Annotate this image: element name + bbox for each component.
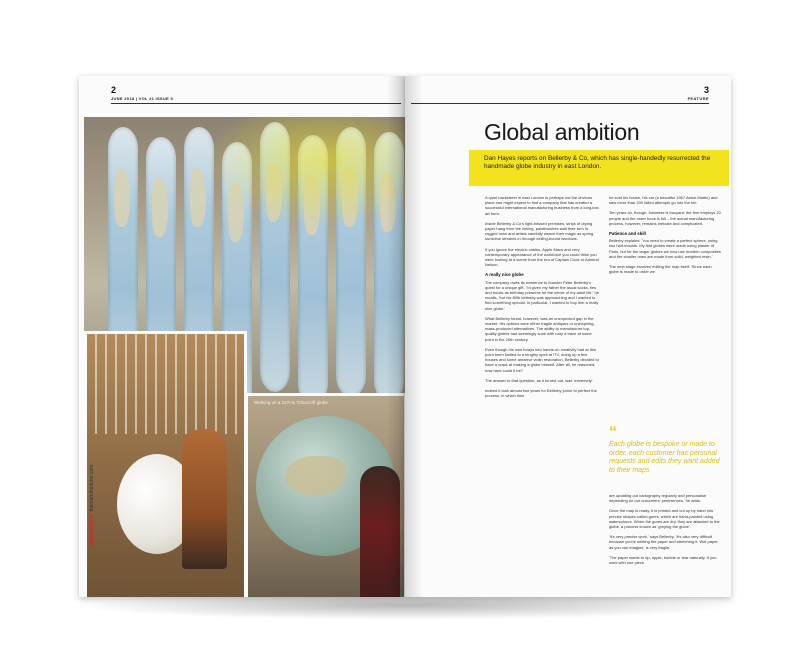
paragraph: If you ignore the electric cables, Apple Macs and very contemporary appearance of the workforce you could think you were looking at a scene from the era of Captain Cook or Admiral Nelson. xyxy=(485,246,599,268)
body-column-1 xyxy=(485,195,599,404)
left-page-number: 2 xyxy=(111,85,117,95)
hanging-paper-strips xyxy=(87,334,244,434)
paragraph: The answer to that question, as it turned out, was 'extremely'. xyxy=(485,377,594,383)
paragraph: Ten years on, though, business is buoyant; the firm employs 20 people and the order book is full – the actual manufacturing process, however, remains intricate and complicated. xyxy=(609,210,721,226)
right-page xyxy=(405,76,731,597)
paragraph: The company owes its existence to founder Peter Bellerby's quest for a unique gift. 'I'd given my father the usual socks, ties and books as birthday presents for the whole of my adult life,' he recalls, 'but his 80th birthday was approaching and I wanted to find something special. In particular, I wanted to buy him a really nice globe.' xyxy=(485,279,599,311)
right-page-number: 3 xyxy=(703,85,709,95)
paragraph: he sold his house, his car (a beautiful 1967 Aston Martin) and saw more than 200 failed attempts go into the bin. xyxy=(609,195,718,206)
paragraph: Bellerby explains: 'You need to create a perfect sphere, using two half-moulds. My first globes were made using plaster of Paris, but for the larger globes we now use modern composites and the smaller ones are made from solid, weighted resin.' xyxy=(609,238,721,259)
subheading: A really nice globe xyxy=(485,272,524,278)
body-column-2-lower xyxy=(609,493,721,570)
subheading: Patience and skill xyxy=(609,231,646,237)
header-rule xyxy=(411,103,709,104)
section-label: FEATURE xyxy=(687,96,709,101)
gutter-shadow-right xyxy=(405,76,423,597)
gutter-shadow-left xyxy=(387,76,405,597)
photo-churchill-globe xyxy=(245,393,405,597)
left-page xyxy=(79,76,405,597)
paragraph: Even though his own forays into hands-on creativity had at this point been limited to a lengthy spell at ITV, doing up a few houses and some amateur violin restoration, Bellerby decided to have a crack at making a globe himself. After all, he reasoned, how hard could it be? xyxy=(485,346,599,373)
quote-mark-icon: “ xyxy=(609,424,617,441)
pull-quote: Each globe is bespoke or made to order, each customer has personal requests and edits they want added to their maps xyxy=(609,441,720,474)
issue-line: JUNE 2018 | VOL 21 ISSUE 5 xyxy=(111,96,173,101)
body-column-2 xyxy=(609,195,721,279)
vertical-brand xyxy=(89,446,97,546)
yellow-highlight xyxy=(204,117,404,227)
brand-url: themanufacturer.com xyxy=(89,464,95,512)
paragraph: are updating our cartography regularly and personalise depending on our customers' preferences,' he adds. xyxy=(609,493,707,504)
header-rule xyxy=(111,103,401,104)
paragraph: 'The paper wants to rip, ripple, bubble or tear naturally. If you work with one piece xyxy=(609,554,717,566)
paragraph: Inside Bellerby & Co's light-infused premises, strips of drying paper hang from the ceiling, paintbrushes wait their turn in ragged rows and artists carefully weave their magic as spring sunshine streams in through ceiling-bound windows. xyxy=(485,220,594,242)
photo-artisan-egg xyxy=(84,331,247,597)
paragraph: Indeed it took almost two years for Bellerby junior to perfect the process, in which time xyxy=(485,388,597,399)
standfirst: Dan Hayes reports on Bellerby & Co, which has single-handedly resurrected the handmade globe industry in east London. xyxy=(484,155,711,171)
paragraph: Once the map is ready, it is printed and cut up by hand into precise shapes called gores, which are hand-painted using watercolours. When the gores are dry, they are attached to the globe, a process known as 'gorying the globe'. xyxy=(609,508,720,530)
paragraph: What Bellerby found, however, was an unexpected gap in the market. His options were either fragile antiques or uninspiring, mass-produced alternatives. The ability to manufacture top-quality globes had seemingly sunk with nary a trace at some point in the 20th century. xyxy=(485,315,595,342)
artisan-figure xyxy=(182,429,227,569)
headline: Global ambition xyxy=(484,119,640,145)
paragraph: A quiet backstreet in east London is perhaps not the obvious place one might expect to find a company that has created a successful international manufacturing business from a long-lost art form. xyxy=(485,195,599,216)
brand-name: Manufacturer xyxy=(89,514,95,546)
paragraph: 'It's very precise work,' says Bellerby. 'It's also very difficult because you're wetting the paper and stretching it. Wet paper, as you can imagine, is very fragile. xyxy=(609,534,719,550)
caption-bottom: Working on a 127cm 'Churchill' globe xyxy=(254,400,328,405)
paragraph: The next stage involves editing the map itself. 'Since each globe is made to order we xyxy=(609,264,712,275)
